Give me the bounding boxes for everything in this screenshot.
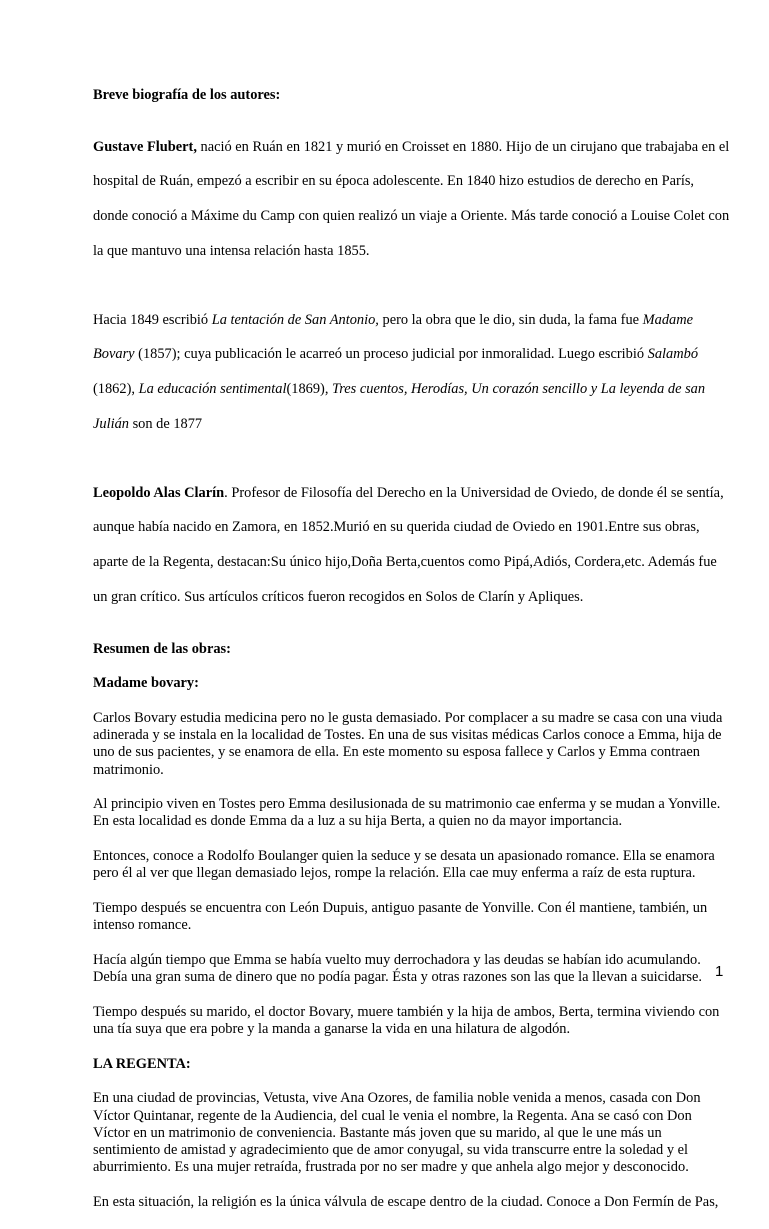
text-run: Hacia 1849 escribió xyxy=(93,311,212,328)
work-title: Salambó xyxy=(647,346,699,363)
text-line xyxy=(93,139,743,156)
heading-text: Madame bovary: xyxy=(93,675,199,692)
text-line: Carlos Bovary estudia medicina pero no le gusta demasiado. Por complacer a su madre se casa con una viuda xyxy=(93,709,723,726)
heading-text: Breve biografía de los autores: xyxy=(93,87,281,103)
heading-summary xyxy=(93,641,743,658)
text-line: intenso romance. xyxy=(93,917,192,934)
text-line: Entonces, conoce a Rodolfo Boulanger quien la seduce y se desata un apasionado romance. Ella se enamora xyxy=(93,848,715,865)
text-line: Tiempo después su marido, el doctor Bovary, muere también y la hija de ambos, Berta, termina viviendo con xyxy=(93,1003,720,1020)
text-run: (1869), xyxy=(286,381,333,398)
text-line: En esta situación, la religión es la única válvula de escape dentro de la ciudad. Conoce a Don Fermín de Pas, xyxy=(93,1194,719,1210)
author-name-flaubert: Gustave Flubert, xyxy=(93,138,197,155)
text-line: sentimiento de amistad y agradecimiento que de amor conyugal, su vida transcurre entre la soledad y el xyxy=(93,1142,689,1159)
text-line: uno de sus pacientes, y se enamora de ella. En este momento su esposa fallece y Carlos y Emma contraen xyxy=(93,744,701,761)
text-line: pero él al ver que llegan demasiado lejos, rompe la relación. Ella cae muy enferma a raíz de esta ruptura. xyxy=(93,865,696,882)
text-line: matrimonio. xyxy=(93,761,164,778)
paragraph xyxy=(93,796,743,831)
work-title: Julián xyxy=(93,415,129,432)
text-line: aparte de la Regenta, destacan:Su único hijo,Doña Berta,cuentos como Pipá,Adiós, Cordera,etc. Además fue xyxy=(93,554,717,571)
document-page xyxy=(93,87,743,1229)
paragraph xyxy=(93,1004,743,1039)
work-title: La tentación de San Antonio, xyxy=(211,311,379,328)
text-run: (1862), xyxy=(93,381,139,398)
text-line: donde conoció a Máxime du Camp con quien realizó un viaje a Oriente. Más tarde conoció a Louise Colet con xyxy=(93,208,730,225)
paragraph xyxy=(93,848,743,883)
text-line: aburrimiento. Es una mujer retraída, frustrada por no ser madre y que anhela algo mejor y desconocido. xyxy=(93,1159,689,1176)
text-run: pero la obra que le dio, sin duda, la fama fue xyxy=(378,311,643,328)
text-line xyxy=(93,312,743,329)
work-title: La educación sentimental xyxy=(138,381,287,398)
paragraph-works xyxy=(93,295,743,451)
text-run: son de 1877 xyxy=(128,415,203,432)
paragraph xyxy=(93,1090,743,1176)
paragraph xyxy=(93,1194,743,1211)
author-name-clarin: Leopoldo Alas Clarín xyxy=(93,484,225,501)
text-line: En esta localidad es donde Emma da a luz a su hija Berta, a quien no da mayor importancia. xyxy=(93,813,623,830)
text-line xyxy=(93,485,743,502)
text-line: hospital de Ruán, empezó a escribir en su época adolescente. En 1840 hizo estudios de derecho en París, xyxy=(93,173,695,190)
heading-text: Resumen de las obras: xyxy=(93,640,231,657)
text-line: Al principio viven en Tostes pero Emma desilusionada de su matrimonio cae enferma y se mudan a Yonville. xyxy=(93,796,721,813)
work-title: Bovary xyxy=(93,346,135,363)
text-line: adinerada y se instala en la localidad de Tostes. En una de sus visitas médicas Carlos conoce a Emma, hija de xyxy=(93,726,722,743)
heading-biography xyxy=(93,87,743,104)
text-line: Debía una gran suma de dinero que no podía pagar. Ésta y otras razones son las que la llevan a suicidarse. xyxy=(93,969,703,986)
text-line xyxy=(93,381,743,398)
work-title: Madame xyxy=(642,311,693,328)
heading-la-regenta xyxy=(93,1056,743,1073)
text-line: aunque había nacido en Zamora, en 1852.Murió en su querida ciudad de Oviedo en 1901.Entre sus obras, xyxy=(93,519,700,536)
paragraph xyxy=(93,710,743,779)
paragraph xyxy=(93,900,743,935)
paragraph-flaubert xyxy=(93,122,743,278)
paragraph xyxy=(93,952,743,987)
text-line: Víctor en un matrimonio de conveniencia. Bastante más joven que su marido, al que le une más un xyxy=(93,1124,662,1141)
text-line: una tía suya que era pobre y la manda a ganarse la vida en una hilatura de algodón. xyxy=(93,1021,571,1038)
text-line xyxy=(93,416,743,433)
bovary-summary xyxy=(93,710,743,1039)
page-number: 1 xyxy=(715,963,724,980)
heading-text: LA REGENTA: xyxy=(93,1055,191,1072)
text-line: En una ciudad de provincias, Vetusta, vive Ana Ozores, de familia noble venida a menos, casada con Don xyxy=(93,1090,701,1107)
text-run: . Profesor de Filosofía del Derecho en la Universidad de Oviedo, de donde él se sentía, xyxy=(224,484,724,501)
text-line: Tiempo después se encuentra con León Dupuis, antiguo pasante de Yonville. Con él mantiene, también, un xyxy=(93,899,708,916)
text-line: Víctor Quintanar, regente de la Audiencia, del cual le venia el nombre, la Regenta. Ana se casó con Don xyxy=(93,1107,692,1124)
paragraph-clarin xyxy=(93,468,743,624)
text-run: (1857); cuya publicación le acarreó un proceso judicial por inmoralidad. Luego escribió xyxy=(134,346,648,363)
text-line xyxy=(93,346,743,363)
regenta-summary xyxy=(93,1090,743,1211)
text-run: nació en Ruán en 1821 y murió en Croisset en 1880. Hijo de un cirujano que trabajaba en el xyxy=(196,138,730,155)
heading-madame-bovary xyxy=(93,675,743,692)
text-line: un gran crítico. Sus artículos críticos fueron recogidos en Solos de Clarín y Apliques. xyxy=(93,588,584,605)
text-line: Hacía algún tiempo que Emma se había vuelto muy derrochadora y las deudas se habían ido acumulando. xyxy=(93,951,701,968)
text-line: la que mantuvo una intensa relación hasta 1855. xyxy=(93,242,370,259)
work-title: Tres cuentos, Herodías, Un corazón sencillo y La leyenda de san xyxy=(332,381,706,398)
